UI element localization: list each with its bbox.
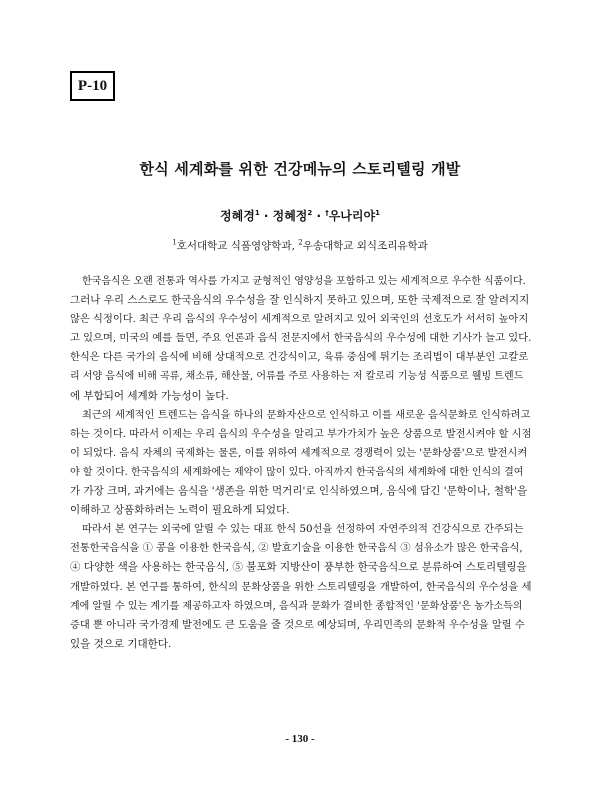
text-line: 그러나 우리 스스로도 한국음식의 우수성을 잘 인식하지 못하고 있으며, 또한 국제적으로 잘 알려지지	[70, 294, 530, 307]
author-separator: ·	[259, 209, 273, 223]
author-separator: ·	[312, 209, 326, 223]
author-name: 우나리야	[328, 209, 376, 223]
corresponding-author-mark: †	[325, 209, 329, 217]
text-line: 전통한국음식을 ① 콩을 이용한 한국음식, ② 발효기술을 이용한 한국음식 ③ 섬유소가 많은 한국음식,	[70, 542, 523, 555]
text-line: 따라서 본 연구는 외국에 알릴 수 있는 대표 한식 50선을 선정하여 자연주의적 건강식으로 간주되는	[82, 523, 524, 536]
abstract-body	[70, 272, 532, 654]
text-line: 한식은 다른 국가의 음식에 비해 상대적으로 건강식이고, 육류 중심에 튀기는 조리법이 대부분인 고칼로	[70, 351, 529, 364]
text-line: 이 되었다. 음식 자체의 국제화는 물론, 이를 위하여 세계적으로 경쟁력이 있는 '문화상품'으로 발전시켜	[70, 446, 528, 459]
text-line: 야 할 것이다. 한국음식의 세계화에는 제약이 많이 있다. 아직까지 한국음식의 세계화에 대한 인식의 결여	[70, 466, 524, 478]
text-line: 고 있으며, 미국의 예를 들면, 주요 언론과 음식 전문지에서 한국음식의 우수성에 대한 기사가 늘고 있다.	[70, 332, 532, 345]
page-number: - 130 -	[285, 733, 315, 745]
text-line: 한국음식은 오랜 전통과 역사를 가지고 균형적인 영양성을 포함하고 있는 세계적으로 우수한 식품이다.	[82, 276, 526, 287]
text-line: 가 가장 크며, 과거에는 음식을 '생존을 위한 먹거리'로 인식하였으며, 음식에 담긴 '문학이나, 철학'을	[70, 485, 528, 498]
author-name: 정혜경	[220, 209, 255, 223]
text-line: 개발하였다. 본 연구를 통하여, 한식의 문화상품을 위한 스토리텔링을 개발하여, 한국음식의 우수성을 세	[70, 580, 532, 593]
paper-title: 한식 세계화를 위한 건강메뉴의 스토리텔링 개발	[139, 160, 461, 178]
author-line	[70, 207, 530, 224]
text-line: 있을 것으로 기대한다.	[70, 637, 172, 650]
author-affil-mark: 1	[254, 209, 260, 217]
author-affil-mark: 1	[375, 209, 380, 217]
text-line: 최근의 세계적인 트렌드는 음식을 하나의 문화자산으로 인식하고 이를 새로운 음식문화로 인식하려고	[82, 408, 531, 421]
text-line: 하는 것이다. 따라서 이제는 우리 음식의 우수성을 알리고 부가가치가 높은 상품으로 발전시켜야 할 시점	[70, 427, 532, 440]
text-line: 이해하고 상품화하려는 노력이 필요하게 되었다.	[70, 504, 290, 517]
affiliation-text: 호서대학교 식품영양학과,	[176, 240, 299, 252]
affiliation-mark: 1	[172, 238, 177, 247]
presentation-code-box	[70, 71, 115, 101]
text-line: 않은 식정이다. 최근 우리 음식의 우수성이 세계적으로 알려지고 있어 외국인의 선호도가 서서히 높아지	[70, 313, 529, 326]
affiliation-text: 우송대학교 외식조리유학과	[302, 240, 428, 252]
author-name: 정혜정	[272, 209, 308, 223]
text-line: 증대 뿐 아니라 국가경제 발전에도 큰 도움을 줄 것으로 예상되며, 우리민족의 문화적 우수성을 알릴 수	[70, 618, 525, 631]
text-line: 계에 알릴 수 있는 계기를 제공하고자 하였으며, 음식과 문화가 결비한 종합적인 '문화상품'은 농가소득의	[70, 600, 523, 612]
author-affil-mark: 2	[307, 209, 313, 217]
presentation-code: P-10	[77, 77, 108, 94]
text-line: 에 부합되어 세계화 가능성이 높다.	[70, 389, 229, 402]
affiliation-mark: 2	[298, 238, 303, 247]
affiliation-line	[70, 238, 530, 253]
text-line: ④ 다양한 색을 사용하는 한국음식, ⑤ 불포화 지방산이 풍부한 한국음식으로 분류하여 스토리텔링을	[70, 561, 527, 574]
text-line: 리 서양 음식에 비해 곡류, 채소류, 해산물, 어류를 주로 사용하는 저 칼로리 기능성 식품으로 웰빙 트렌드	[70, 371, 524, 383]
